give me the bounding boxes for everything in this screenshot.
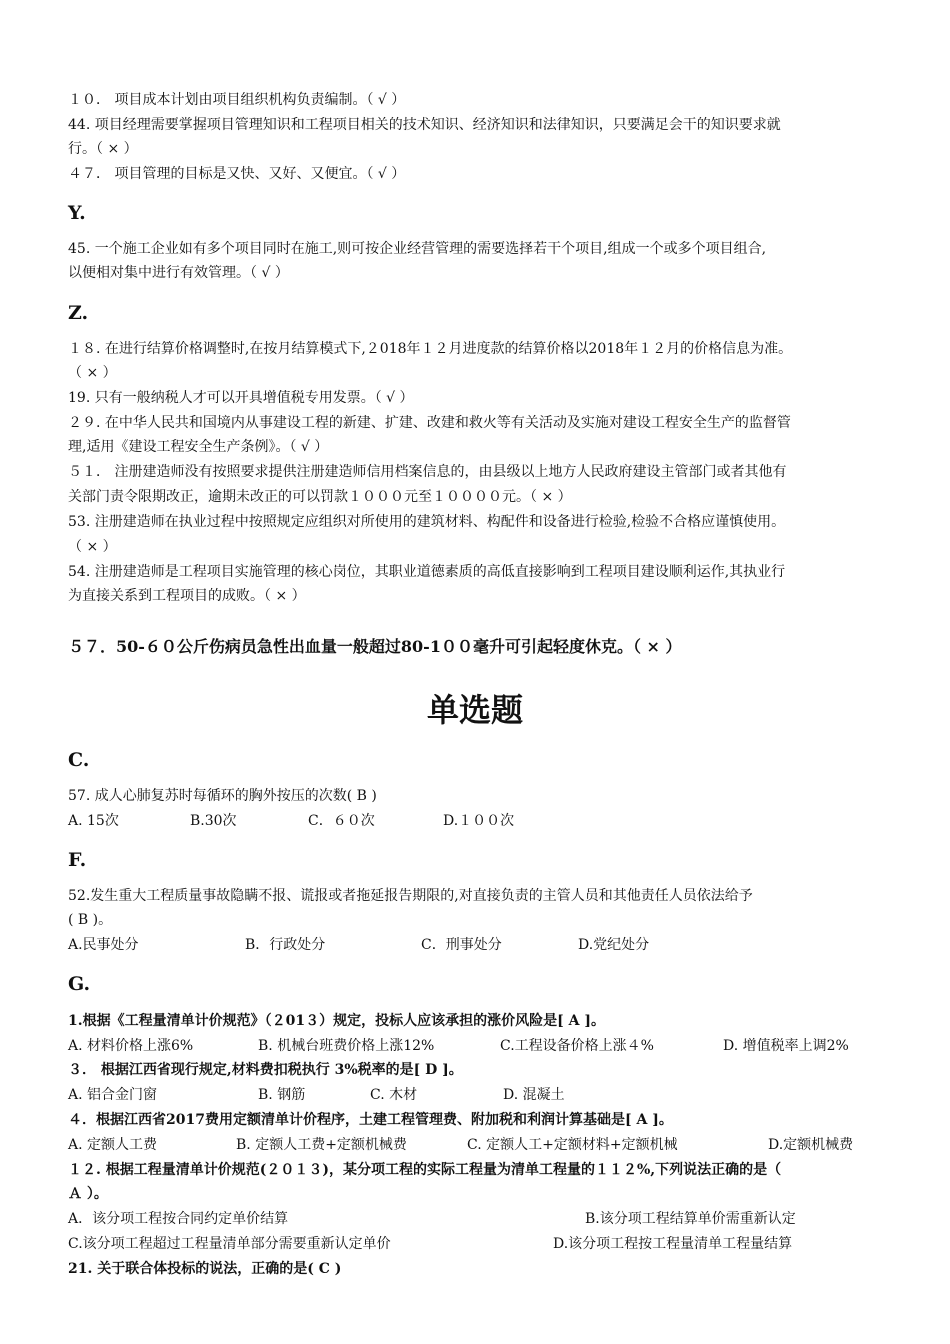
question-45-line-1: 45. 一个施工企业如有多个项目同时在施工,则可按企业经营管理的需要选择若干个项目,组成一个或多个项目组合, <box>68 241 767 257</box>
question-52-line-2: ( B )。 <box>68 912 113 928</box>
option-c: C.该分项工程超过工程量清单部分需要重新认定单价 <box>68 1236 391 1252</box>
question-44-line-1: 44. 项目经理需要掌握项目管理知识和工程项目相关的技术知识、经济知识和法律知识，只要满足会干的知识要求就 <box>68 117 781 133</box>
question-3: ３． 根据江西省现行规定,材料费扣税执行 3%税率的是[ D ]。 <box>68 1062 463 1078</box>
section-heading-g: G. <box>68 973 91 995</box>
question-57-bold: ５７．50-６０公斤伤病员急性出血量一般超过80-1００毫升可引起轻度休克。（ × ） <box>68 637 682 656</box>
question-29-line-2: 理,适用《建设工程安全生产条例》。（ √ ） <box>68 439 329 455</box>
option-d: D. 混凝土 <box>503 1087 565 1103</box>
question-19: 19. 只有一般纳税人才可以开具增值税专用发票。（ √ ） <box>68 390 414 406</box>
option-a: A.民事处分 <box>68 937 139 953</box>
section-heading-z: Z. <box>68 302 89 324</box>
question-54-line-1: 54. 注册建造师是工程项目实施管理的核心岗位，其职业道德素质的高低直接影响到工程项目建设顺利运作,其执业行 <box>68 564 786 580</box>
question-45-line-2: 以便相对集中进行有效管理。（ √ ） <box>68 265 289 281</box>
question-53-line-1: 53. 注册建造师在执业过程中按照规定应组织对所使用的建筑材料、构配件和设备进行检验,检验不合格应谨慎使用。 <box>68 514 786 530</box>
section-heading-c: C. <box>68 749 90 771</box>
question-51-line-1: ５１． 注册建造师没有按照要求提供注册建造师信用档案信息的，由县级以上地方人民政府建设主管部门或者其他有 <box>68 464 787 480</box>
question-54-line-2: 为直接关系到工程项目的成败。（ × ） <box>68 588 306 604</box>
option-c: C．６０次 <box>308 813 375 829</box>
option-c: C．刑事处分 <box>421 937 502 953</box>
option-d: D.党纪处分 <box>578 937 650 953</box>
option-a: A. 定额人工费 <box>68 1137 158 1153</box>
option-b: B. 钢筋 <box>258 1087 306 1103</box>
question-44-line-2: 行。（ × ） <box>68 141 138 157</box>
question-12-line-2: Ａ ）。 <box>68 1186 108 1202</box>
option-d: D. 增值税率上调2% <box>723 1038 849 1054</box>
option-a: A. 15次 <box>68 813 119 829</box>
question-29-line-1: ２９. 在中华人民共和国境内从事建设工程的新建、扩建、改建和救火等有关活动及实施对建设工程安全生产的监督管 <box>68 415 791 431</box>
option-c: C.工程设备价格上涨４% <box>500 1038 654 1054</box>
section-heading-f: F. <box>68 849 87 871</box>
question-12-line-1: １２. 根据工程量清单计价规范(２０１３)，某分项工程的实际工程量为清单工程量的１１２%,下列说法正确的是（ <box>68 1162 782 1178</box>
section-title-single-choice: 单选题 <box>426 691 523 729</box>
option-b: B．行政处分 <box>245 937 326 953</box>
question-10: １０． 项目成本计划由项目组织机构负责编制。（ √ ） <box>68 92 406 108</box>
option-a: A. 铝合金门窗 <box>68 1087 158 1103</box>
option-c: C. 定额人工+定额材料+定额机械 <box>467 1137 678 1153</box>
option-b: B. 机械台班费价格上涨12% <box>258 1038 435 1054</box>
question-4: ４．根据江西省2017费用定额清单计价程序，土建工程管理费、附加税和利润计算基础是[ A ]。 <box>68 1112 673 1128</box>
option-b: B.30次 <box>190 813 237 829</box>
section-heading-y: Y. <box>68 202 86 224</box>
option-c: C. 木材 <box>370 1087 418 1103</box>
option-d: D.定额机械费 <box>768 1137 854 1153</box>
option-a: A. 材料价格上涨6% <box>68 1038 194 1054</box>
option-b: B.该分项工程结算单价需重新认定 <box>585 1211 796 1227</box>
question-47: ４７． 项目管理的目标是又快、又好、又便宜。（ √ ） <box>68 166 406 182</box>
question-52-line-1: 52.发生重大工程质量事故隐瞒不报、谎报或者拖延报告期限的,对直接负责的主管人员和其他责任人员依法给予 <box>68 888 753 904</box>
option-d: D.１００次 <box>443 813 515 829</box>
question-1: 1.根据《工程量清单计价规范》（２01３）规定，投标人应该承担的涨价风险是[ A ]。 <box>68 1013 605 1029</box>
option-d: D.该分项工程按工程量清单工程量结算 <box>553 1236 793 1252</box>
question-57-cpr: 57. 成人心肺复苏时每循环的胸外按压的次数( B ) <box>68 788 377 804</box>
option-a: A．该分项工程按合同约定单价结算 <box>68 1211 289 1227</box>
option-b: B. 定额人工费+定额机械费 <box>236 1137 407 1153</box>
question-18-line-2: （ × ） <box>68 365 117 381</box>
question-21: 21. 关于联合体投标的说法，正确的是( C ) <box>68 1261 342 1277</box>
question-18-line-1: １８. 在进行结算价格调整时,在按月结算模式下,２018年１２月进度款的结算价格以2018年１２月的价格信息为准。 <box>68 341 793 357</box>
question-53-line-2: （ × ） <box>68 539 117 555</box>
question-51-line-2: 关部门责令限期改正，逾期未改正的可以罚款１０００元至１００００元。（ × ） <box>68 489 572 505</box>
